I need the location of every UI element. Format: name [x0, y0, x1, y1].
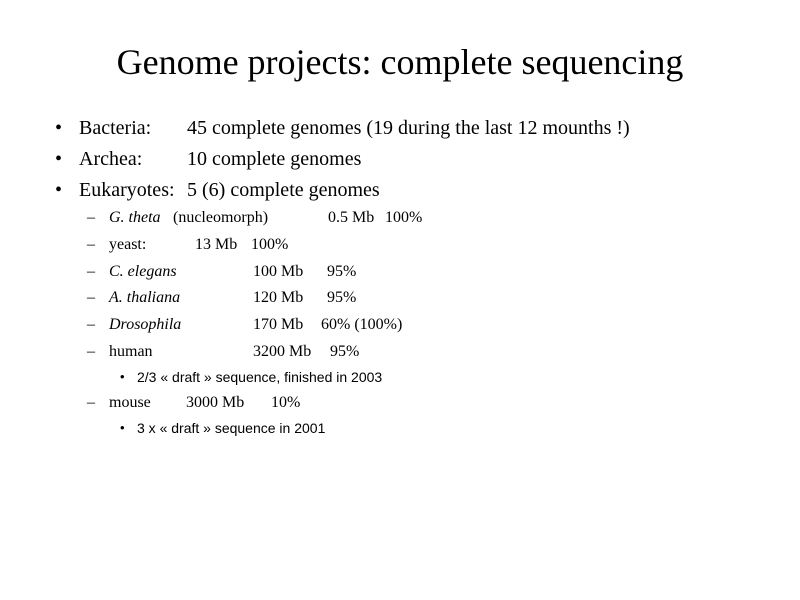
organism-name: yeast: [109, 236, 147, 253]
slide-title: Genome projects: complete sequencing [116, 42, 684, 82]
genome-size: 170 Mb [253, 316, 304, 333]
item-value: 45 complete genomes (19 during the last 12 mounths !) [187, 117, 630, 139]
dash-icon: – [87, 394, 95, 411]
completion-pct: 10% [271, 394, 301, 411]
genome-size: 13 Mb [195, 236, 238, 253]
organism-name: G. theta [109, 209, 161, 226]
completion-pct: 95% [330, 343, 360, 360]
organism-note: (nucleomorph) [173, 209, 269, 226]
completion-pct: 100% [251, 236, 289, 253]
genome-size: 3200 Mb [253, 343, 312, 360]
organism-name: Drosophila [109, 316, 182, 333]
note-text: 3 x « draft » sequence in 2001 [137, 420, 326, 436]
organism-name: human [109, 343, 153, 360]
bullet-icon: • [120, 420, 125, 435]
item-label: Archea: [79, 148, 143, 170]
dash-icon: – [87, 343, 95, 360]
item-label: Eukaryotes: [79, 179, 175, 201]
note-text: 2/3 « draft » sequence, finished in 2003 [137, 369, 383, 385]
dash-icon: – [87, 289, 95, 306]
dash-icon: – [87, 316, 95, 333]
dash-icon: – [87, 263, 95, 280]
genome-size: 3000 Mb [186, 394, 245, 411]
genome-size: 100 Mb [253, 263, 304, 280]
organism-name: C. elegans [109, 263, 177, 280]
bullet-icon: • [55, 117, 63, 139]
item-value: 10 complete genomes [187, 148, 362, 170]
completion-pct: 100% [385, 209, 423, 226]
bullet-icon: • [120, 369, 125, 384]
genome-size: 0.5 Mb [328, 209, 375, 226]
completion-pct: 95% [327, 289, 357, 306]
dash-icon: – [87, 209, 95, 226]
bullet-icon: • [55, 148, 63, 170]
completion-pct: 95% [327, 263, 357, 280]
item-value: 5 (6) complete genomes [187, 179, 380, 201]
completion-pct: 60% (100%) [321, 316, 403, 333]
organism-name: A. thaliana [109, 289, 181, 306]
item-label: Bacteria: [79, 117, 152, 139]
dash-icon: – [87, 236, 95, 253]
bullet-icon: • [55, 179, 63, 201]
organism-name: mouse [109, 394, 151, 411]
genome-size: 120 Mb [253, 289, 304, 306]
